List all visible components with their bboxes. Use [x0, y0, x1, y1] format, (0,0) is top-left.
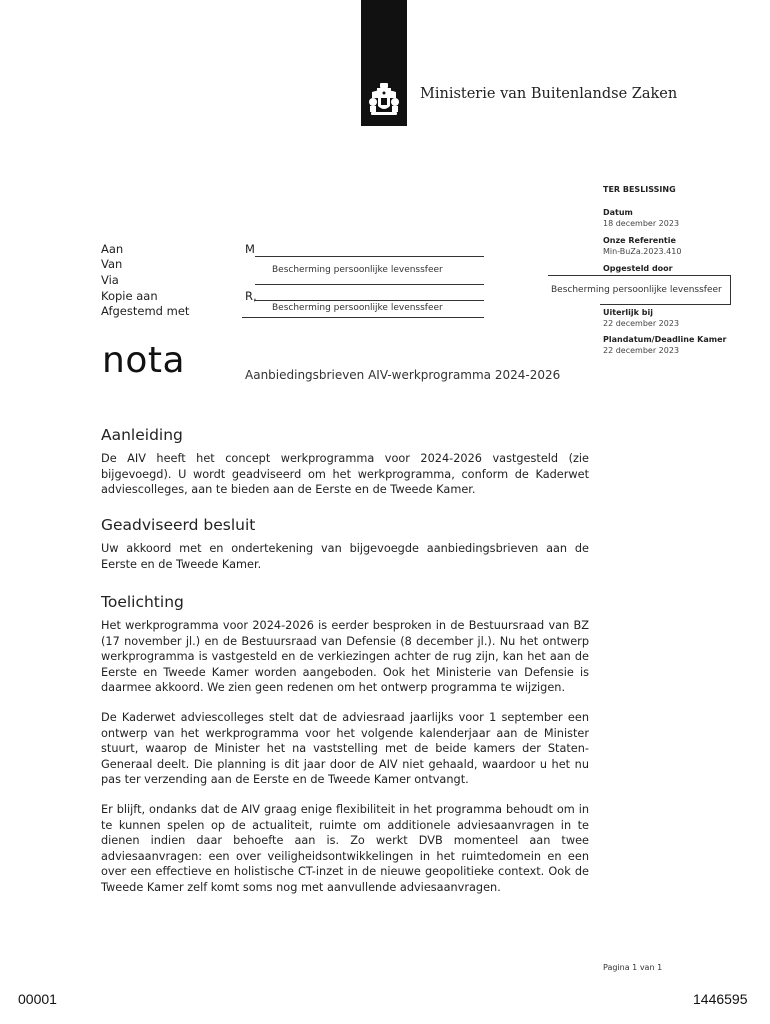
agreed-label: Afgestemd met — [101, 304, 190, 318]
reference-label: Onze Referentie — [603, 236, 676, 245]
via-value: Bescherming persoonlijke levenssfeer — [272, 265, 443, 275]
section-aanleiding — [101, 426, 589, 512]
redaction-line-middle — [255, 284, 484, 285]
decision-label: TER BESLISSING — [603, 185, 676, 194]
section-title: Aanleiding — [101, 426, 183, 444]
coat-of-arms-icon — [368, 82, 400, 118]
copy-label: Kopie aan — [101, 289, 158, 303]
logo-bar — [361, 0, 407, 126]
drafted-by-box-side — [730, 275, 731, 304]
subject-line: Aanbiedingsbrieven AIV-werkprogramma 2024-2026 — [245, 368, 561, 382]
section-title: Geadviseerd besluit — [101, 516, 256, 534]
section-title: Toelichting — [101, 593, 184, 611]
drafted-by-label: Opgesteld door — [603, 264, 673, 273]
deadline-value: 22 december 2023 — [603, 319, 680, 328]
section-besluit — [101, 516, 589, 586]
redaction-line-lower — [255, 300, 484, 301]
document-code-left: 00001 — [18, 991, 57, 1007]
via-label: Via — [101, 273, 119, 287]
drafted-by-box-bottom — [600, 304, 731, 305]
date-label: Datum — [603, 208, 633, 217]
plan-date-value: 22 december 2023 — [603, 346, 680, 355]
date-value: 18 december 2023 — [603, 219, 680, 228]
document-type: nota — [102, 340, 186, 381]
to-label: Aan — [101, 242, 124, 256]
plan-date-label: Plandatum/Deadline Kamer — [603, 335, 727, 344]
redaction-line-top — [255, 256, 484, 257]
paragraph: Uw akkoord met en ondertekening van bijgevoegde aanbiedingsbrieven aan de Eerste en de Tweede Kamer. — [101, 542, 589, 571]
agreed-value: Bescherming persoonlijke levenssfeer — [272, 303, 443, 313]
paragraph: Er blijft, ondanks dat de AIV graag enige flexibiliteit in het programma behoudt om in te kunnen spelen op de actualiteit, ruimte om additionele adviesaanvragen in te dienen indien daar behoefte aan is. Zo werkt DVB momenteel aan twee adviesaanvragen: een over veiligheidsontwikkelingen in het ruimtedomein en een over een effectieve en holistische CT-inzet in de nieuwe geopolitieke context. Ook de Tweede Kamer zelf komt soms nog met aanvullende adviesaanvragen. — [101, 802, 589, 894]
paragraph: Het werkprogramma voor 2024-2026 is eerder besproken in de Bestuursraad van BZ (17 november jl.) en de Bestuursraad van Defensie (8 december jl.). Nu het ontwerp werkprogramma is vastgesteld en de verkiezingen achter de rug zijn, kan het aan de Eerste en Tweede Kamer worden aangeboden. Ook het Ministerie van Defensie is daarmee akkoord. We zien geen redenen om het ontwerp programma te wijzigen. — [101, 619, 589, 695]
ministry-name: Ministerie van Buitenlandse Zaken — [420, 86, 678, 102]
drafted-by-value: Bescherming persoonlijke levenssfeer — [551, 285, 722, 295]
redaction-line-bottom — [242, 317, 484, 318]
drafted-by-box-top — [548, 275, 731, 276]
section-toelichting — [101, 593, 589, 910]
reference-value: Min-BuZa.2023.410 — [603, 247, 682, 256]
page-number: Pagina 1 van 1 — [603, 963, 663, 972]
from-label: Van — [101, 257, 123, 271]
paragraph: De Kaderwet adviescolleges stelt dat de adviesraad jaarlijks voor 1 september een ontwerp van het werkprogramma voor het volgende kalenderjaar aan de Minister stuurt, waarop de Minister het na vaststelling met de beide kamers der Staten-Generaal deelt. Die planning is dit jaar door de AIV niet gehaald, waardoor u het nu pas ter verzending aan de Eerste en de Tweede Kamer ontvangt. — [101, 710, 589, 787]
to-value: M — [245, 242, 255, 256]
deadline-label: Uiterlijk bij — [603, 308, 653, 317]
paragraph: De AIV heeft het concept werkprogramma voor 2024-2026 vastgesteld (zie bijgevoegd). U wordt geadviseerd om het werkprogramma, conform de Kaderwet adviescolleges, aan te bieden aan de Eerste en de Tweede Kamer. — [101, 452, 589, 497]
copy-value: R, — [245, 289, 257, 303]
document-code-right: 1446595 — [693, 991, 748, 1007]
